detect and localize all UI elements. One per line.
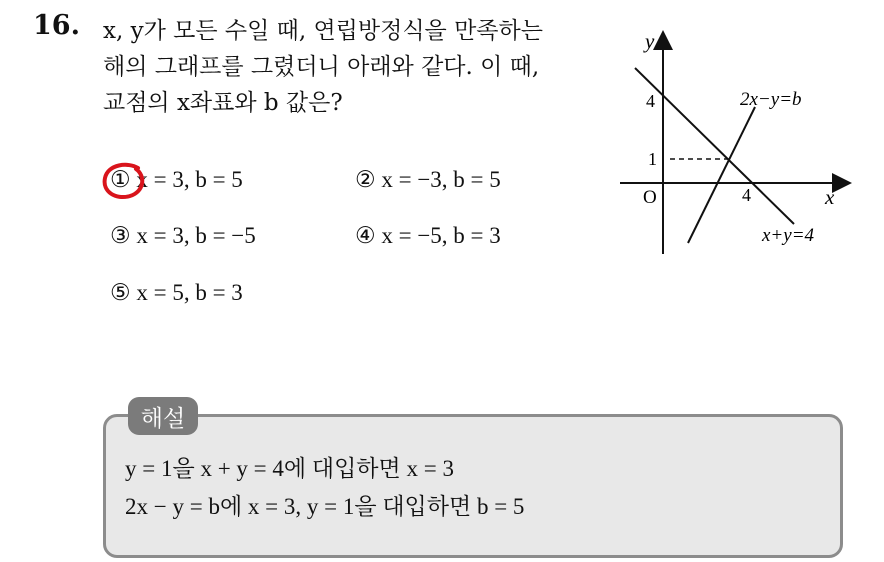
choice-1[interactable]: ① x = 3, b = 5 [110, 167, 243, 192]
tick-x4-label: 4 [742, 185, 751, 205]
explanation-tag: 해설 [128, 397, 198, 435]
y-axis-label: y [645, 29, 655, 53]
explanation-line: y = 1을 x + y = 4에 대입하면 x = 3 [125, 456, 454, 481]
choice-5[interactable]: ⑤ x = 5, b = 3 [110, 280, 243, 305]
line-label-down: x+y=4 [762, 225, 815, 246]
origin-label: O [643, 187, 657, 208]
graph-figure [612, 22, 862, 262]
x-axis-label: x [825, 185, 835, 209]
choice-4[interactable]: ④ x = −5, b = 3 [355, 223, 501, 248]
line-label-steep: 2x−y=b [740, 89, 802, 110]
question-line: 교점의 x좌표와 b 값은? [103, 90, 343, 116]
tick-y1-label: 1 [648, 149, 657, 169]
tick-y4-label: 4 [646, 91, 655, 111]
question-number: 16. [33, 10, 80, 41]
answer-circle-mark [100, 160, 152, 204]
choice-2[interactable]: ② x = −3, b = 5 [355, 167, 501, 192]
choice-3[interactable]: ③ x = 3, b = −5 [110, 223, 256, 248]
question-text [103, 13, 543, 121]
explanation-text [125, 450, 524, 526]
explanation-line: 2x − y = b에 x = 3, y = 1을 대입하면 b = 5 [125, 494, 525, 519]
question-line: x, y가 모든 수일 때, 연립방정식을 만족하는 [103, 18, 543, 44]
question-line: 해의 그래프를 그렸더니 아래와 같다. 이 때, [103, 54, 540, 80]
